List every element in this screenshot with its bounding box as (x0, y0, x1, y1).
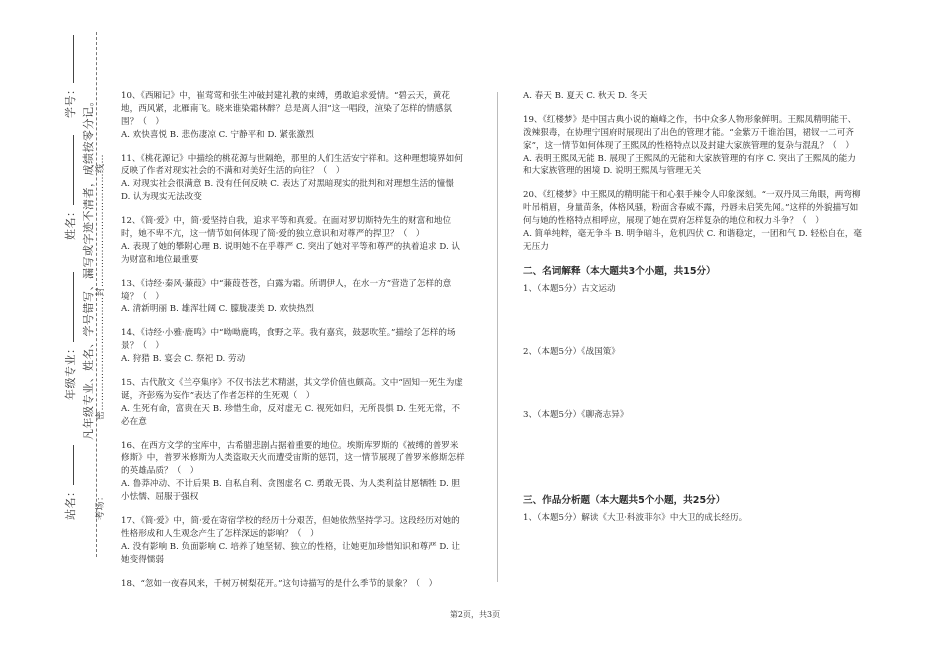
question-stem: 17、《简·爱》中，简·爱在寄宿学校的经历十分艰苦，但她依然坚持学习。这段经历对她的性格形成和人生观念产生了怎样深远的影响？（ ） (121, 516, 460, 539)
question-17 (121, 515, 465, 567)
section-2-title: 二、名词解释（本大题共3个小题，共15分） (523, 265, 716, 277)
analysis-item-1: 1、（本题5分）解读《大卫·科波菲尔》中大卫的成长经历。 (523, 513, 748, 524)
question-18 (121, 578, 465, 591)
question-stem: 20、《红楼梦》中王熙凤的精明能干和心狠手辣令人印象深刻。“一双丹凤三角眼，两弯柳叶吊梢眉，身量苗条，体格风骚，粉面含春威不露，丹唇未启笑先闻。”这样的外貌描写如何与她的性格特点相呼应，展现了她在贾府怎样复杂的地位和权力斗争？（ ） (523, 190, 861, 227)
question-options: A. 清新明丽 B. 雄浑壮阔 C. 朦胧凄美 D. 欢快热烈 (121, 304, 314, 315)
site-label: 站名： (62, 446, 78, 521)
question-stem: 14、《诗经·小雅·鹿鸣》中“呦呦鹿鸣，食野之苹。我有嘉宾，鼓瑟吹笙。”描绘了怎样的场景？（ ） (121, 328, 456, 352)
question-stem: 11、《桃花源记》中描绘的桃花源与世隔绝，那里的人们生活安宁祥和。这种理想境界如何反映了作者对现实社会的不满和对美好生活的向往？（ ） (121, 153, 463, 177)
term-item-1: 1、（本题5分）古文运动 (523, 284, 616, 295)
exam-room-label: 考场： (96, 491, 106, 520)
page-number: 第2页，共3页 (449, 610, 501, 619)
question-20 (523, 189, 863, 253)
question-stem: 13、《诗经·秦风·蒹葭》中“蒹葭苍苍，白露为霜。所谓伊人，在水一方”营造了怎样的意境？（ ） (121, 278, 452, 302)
column-divider (497, 92, 498, 582)
question-11 (121, 153, 465, 205)
question-19 (523, 114, 863, 178)
term-item-2: 2、（本题5分）《战国策》 (523, 347, 620, 358)
question-options: A. 表现了她的攀附心理 B. 说明她不在乎尊严 C. 突出了她对平等和尊严的执着追求 D. 认为财富和地位最重要 (121, 241, 461, 265)
question-12 (121, 215, 465, 267)
left-column (121, 90, 465, 602)
notice-text: 凡年级专业、姓名、学号错写、漏写或字迹不清者，成绩按零分记。 (82, 95, 95, 440)
student-id-label: 学号： (62, 36, 78, 119)
seal-line-text: 密………………………………封………………………………线… (96, 153, 106, 420)
question-options: A. 简单纯粹，毫无争斗 B. 明争暗斗，危机四伏 C. 和谐稳定，一团和气 D. 轻松自在，毫无压力 (523, 229, 863, 252)
question-stem: 10、《西厢记》中，崔莺莺和张生冲破封建礼教的束缚，勇敢追求爱情。“碧云天，黄花地，西风紧，北雁南飞。晓来谁染霜林醉？总是离人泪”这一唱段，渲染了怎样的情感氛围？（ ） (121, 91, 452, 127)
question-stem: 12、《简·爱》中，简·爱坚持自我，追求平等和真爱。在面对罗切斯特先生的财富和地位时，她不卑不亢，这一情节如何体现了简·爱的独立意识和对尊严的捍卫？（ ） (121, 216, 452, 240)
question-options: A. 表明王熙凤无能 B. 展现了王熙凤的无能和大家族管理的有序 C. 突出了王熙凤的能力和大家族管理的困境 D. 说明王熙凤与管理无关 (523, 153, 856, 177)
name-label: 姓名： (62, 136, 78, 241)
section-3-title: 三、作品分析题（本大题共5个小题，共25分） (523, 494, 726, 506)
question-14 (121, 327, 465, 366)
question-stem: 19、《红楼梦》是中国古典小说的巅峰之作，书中众多人物形象鲜明。王熙凤精明能干、泼辣狠毒，在协理宁国府时展现出了出色的管理才能。“金紫万千谁治国，裙钗一二可齐家”，这一情节如何体现了王熙凤的性格特点以及封建大家族管理的复杂与混乱？（ ） (523, 114, 857, 151)
question-options: A. 没有影响 B. 负面影响 C. 培养了她坚韧、独立的性格，让她更加珍惜知识和尊严 D. 让她变得懦弱 (121, 541, 461, 565)
question-stem: 15、古代散文《兰亭集序》不仅书法艺术精湛，其文学价值也颇高。文中“固知一死生为虚诞，齐彭殇为妄作”表达了作者怎样的生死观（ ） (121, 378, 463, 401)
question-10 (121, 90, 465, 142)
question-options: A. 鲁莽冲动、不计后果 B. 自私自利、贪图虚名 C. 勇敢无畏、为人类利益甘愿牺牲 D. 胆小怯懦、屈服于强权 (121, 479, 461, 503)
question-stem: 18、“忽如一夜春风来，千树万树梨花开。”这句诗描写的是什么季节的景象？（ ） (121, 578, 438, 589)
question-16 (121, 440, 465, 504)
question-options: A. 生死有命，富贵在天 B. 珍惜生命，反对虚无 C. 视死如归，无所畏惧 D. 生死无常，不必在意 (121, 403, 461, 427)
question-options: A. 欢快喜悦 B. 悲伤凄凉 C. 宁静平和 D. 紧张激烈 (121, 129, 314, 140)
grade-major-label: 年级专业： (62, 273, 78, 401)
question-15 (121, 377, 465, 429)
question-stem: 16、在西方文学的宝库中，古希腊悲剧占据着重要的地位。埃斯库罗斯的《被缚的普罗米修斯》中，普罗米修斯为人类盗取天火而遭受宙斯的惩罚，这一情节展现了普罗米修斯怎样的英雄品质？（ ） (121, 440, 465, 477)
question-options: A. 春天 B. 夏天 C. 秋天 D. 冬天 (523, 91, 648, 101)
question-18-options (523, 90, 863, 103)
right-column (523, 90, 863, 525)
question-options: A. 狩猎 B. 宴会 C. 祭祀 D. 劳动 (121, 354, 246, 365)
question-options: A. 对现实社会很满意 B. 没有任何反映 C. 表达了对黑暗现实的批判和对理想生活的憧憬 D. 认为现实无法改变 (121, 179, 454, 203)
term-item-3: 3、（本题5分）《聊斋志异》 (523, 409, 629, 420)
question-13 (121, 278, 465, 317)
